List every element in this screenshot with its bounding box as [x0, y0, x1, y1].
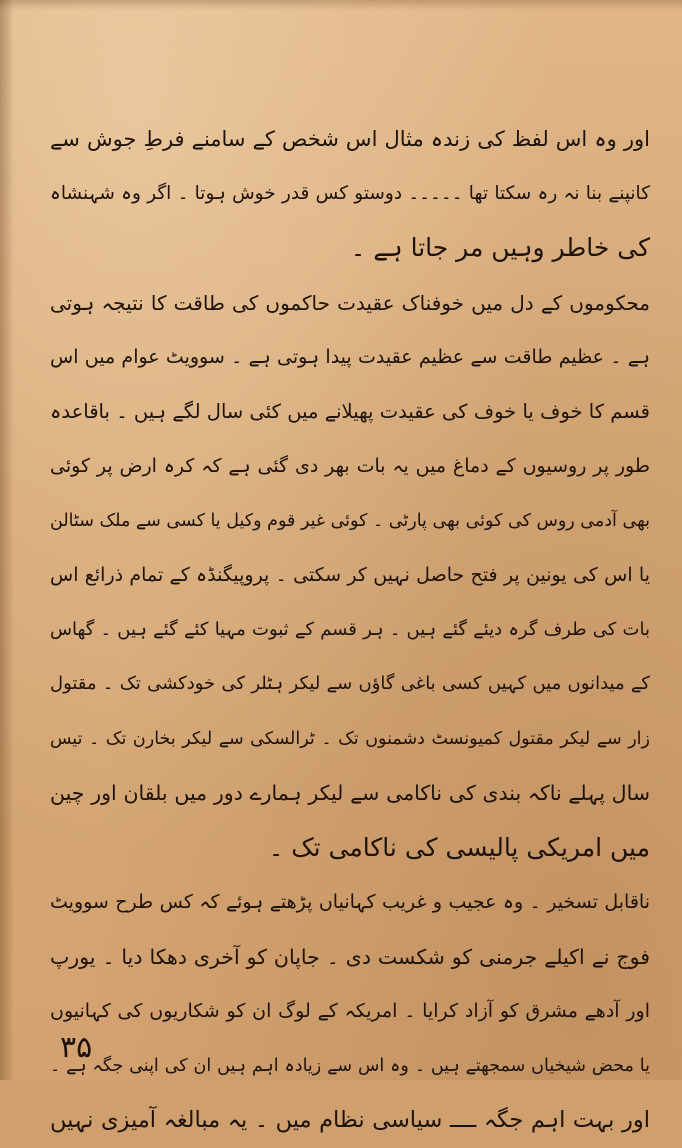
page-edge-shadow	[0, 0, 14, 1080]
text-line: اور بہت اہم جگہ ــــ سیاسی نظام میں ۔ یہ مبالغہ آمیزی نہیں	[50, 1107, 650, 1133]
text-line: اور آدھے مشرق کو آزاد کرایا ۔ امریکہ کے لوگ ان کو شکاریوں کی کہانیوں	[50, 1000, 650, 1022]
text-line: اور وہ اس لفظ کی زندہ مثال اس شخص کے سامنے فرطِ جوش سے	[50, 127, 650, 151]
text-line: فوج نے اکیلے جرمنی کو شکست دی ۔ جاپان کو آخری دھکا دیا ۔ یورپ	[50, 944, 650, 969]
text-line: طور پر روسیوں کے دماغ میں یہ بات بھر دی گئی ہے کہ کرہ ارض پر کوئی	[50, 455, 650, 477]
text-line: یا اس کی یونین پر فتح حاصل نہیں کر سکتی ۔ پروپیگنڈہ کے تمام ذرائع اس	[50, 564, 650, 586]
text-line: زار سے لیکر مقتول کمیونسٹ دشمنوں تک ۔ ٹرالسکی سے لیکر بخارن تک ۔ تیس	[50, 728, 650, 749]
page-number: ۳۵	[60, 1030, 93, 1065]
text-line: محکوموں کے دل میں خوفناک عقیدت حاکموں کی طاقت کا نتیجہ ہوتی	[50, 290, 650, 315]
text-line: کی خاطر وہیں مر جاتا ہے ۔	[350, 233, 650, 262]
text-line: میں امریکی پالیسی کی ناکامی تک ۔	[268, 832, 650, 862]
text-line: یا محض شیخیاں سمجھتے ہیں ۔ وہ اس سے زیادہ اہم ہیں ان کی اپنی جگہ ہے ۔	[50, 1055, 650, 1076]
text-line: قسم کا خوف یا خوف کی عقیدت پھیلانے میں کئی سال لگے ہیں ۔ باقاعدہ	[50, 399, 650, 423]
page-top-shadow	[0, 0, 682, 10]
text-line: ہے ۔ عظیم طاقت سے عظیم عقیدت پیدا ہوتی ہے ۔ سوویٹ عوام میں اس	[50, 346, 650, 368]
text-line: کانپنے بنا نہ رہ سکتا تھا ۔۔۔۔۔ دوستو کس قدر خوش ہوتا ۔ اگر وہ شہنشاہ	[50, 182, 650, 204]
text-line: بھی آدمی روس کی کوئی بھی پارٹی ۔ کوئی غیر قوم وکیل یا کسی سے ملک سٹالن	[50, 510, 650, 531]
text-line: سال پہلے ناکہ بندی کی ناکامی سے لیکر ہمارے دور میں بلقان اور چین	[50, 781, 650, 805]
text-line: کے میدانوں میں کہیں کسی باغی گاؤں سے لیکر ہٹلر کی خودکشی تک ۔ مقتول	[50, 673, 650, 694]
bleed-through-text	[210, 42, 540, 82]
text-line: بات کی طرف گرہ دیئے گئے ہیں ۔ ہر قسم کے ثبوت مہیا کئے گئے ہیں ۔ گھاس	[50, 618, 650, 640]
text-line: ناقابل تسخیر ۔ وہ عجیب و غریب کہانیاں پڑھتے ہوئے کہ کس طرح سوویٹ	[50, 891, 650, 913]
urdu-body-text	[50, 112, 650, 1148]
